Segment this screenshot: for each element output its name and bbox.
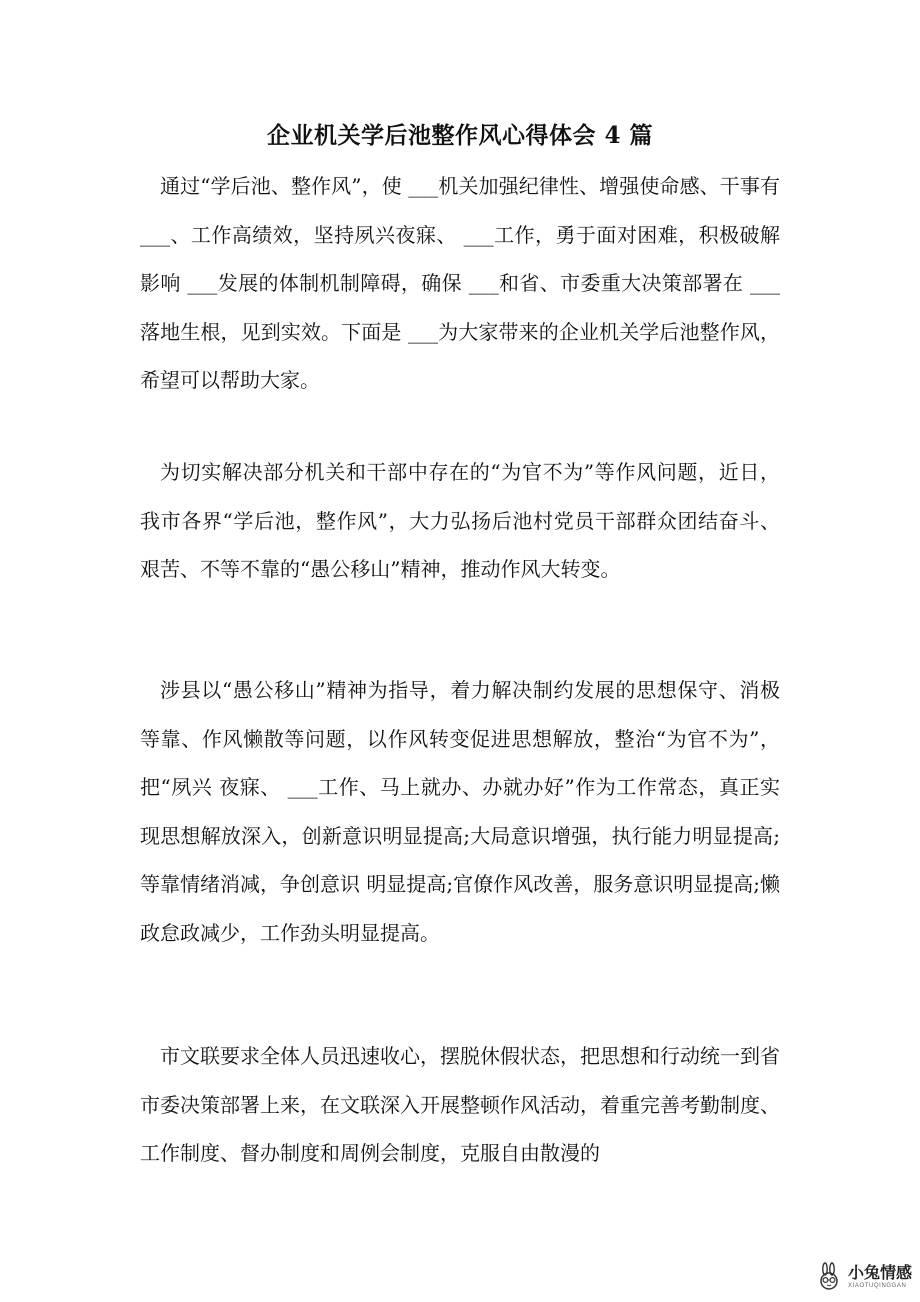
site-watermark: [814, 1262, 912, 1292]
watermark-subtitle: XIAOTUQINGGAN: [847, 1283, 907, 1289]
paragraph-background: 为切实解决部分机关和干部中存在的“为官不为”等作风问题，近日，我市各界“学后池，整作风”，大力弘扬后池村党员干部群众团结奋斗、艰苦、不等不靠的“愚公移山”精神，推动作风大转变。: [140, 460, 780, 581]
paragraph-wenlian: 市文联要求全体人员迅速收心，摆脱休假状态，把思想和行动统一到省市委决策部署上来，在文联深入开展整顿作风活动，着重完善考勤制度、工作制度、督办制度和周例会制度，克服自由散漫的: [140, 1044, 780, 1165]
watermark-name: 小兔情感: [847, 1263, 912, 1282]
document-title: 企业机关学后池整作风心得体会 4 篇: [266, 122, 654, 149]
watermark-text: [848, 1265, 912, 1289]
paragraph-intro: 通过“学后池、整作风”，使 ___机关加强纪律性、增强使命感、干事有 ___、工作高绩效，坚持夙兴夜寐、 ___工作，勇于面对困难，积极破解影响 ___发展的体制机制障碍，确保 ___和省、市委重大决策部署在 ___落地生根，见到实效。下面是 ___为大家带来的企业机关学后池整作风，希望可以帮助大家。: [140, 174, 780, 392]
paragraph-shexian: 涉县以“愚公移山”精神为指导，着力解决制约发展的思想保守、消极等靠、作风懒散等问题，以作风转变促进思想解放，整治“为官不为”，把“夙兴 夜寐、 ___工作、马上就办、办就办好”作为工作常态，真正实现思想解放深入，创新意识明显提高;大局意识增强，执行能力明显提高;等靠情绪消减，争创意识 明显提高;官僚作风改善，服务意识明显提高;懒政怠政减少，工作劲头明显提高。: [140, 678, 780, 945]
rabbit-logo-icon: [814, 1262, 844, 1292]
